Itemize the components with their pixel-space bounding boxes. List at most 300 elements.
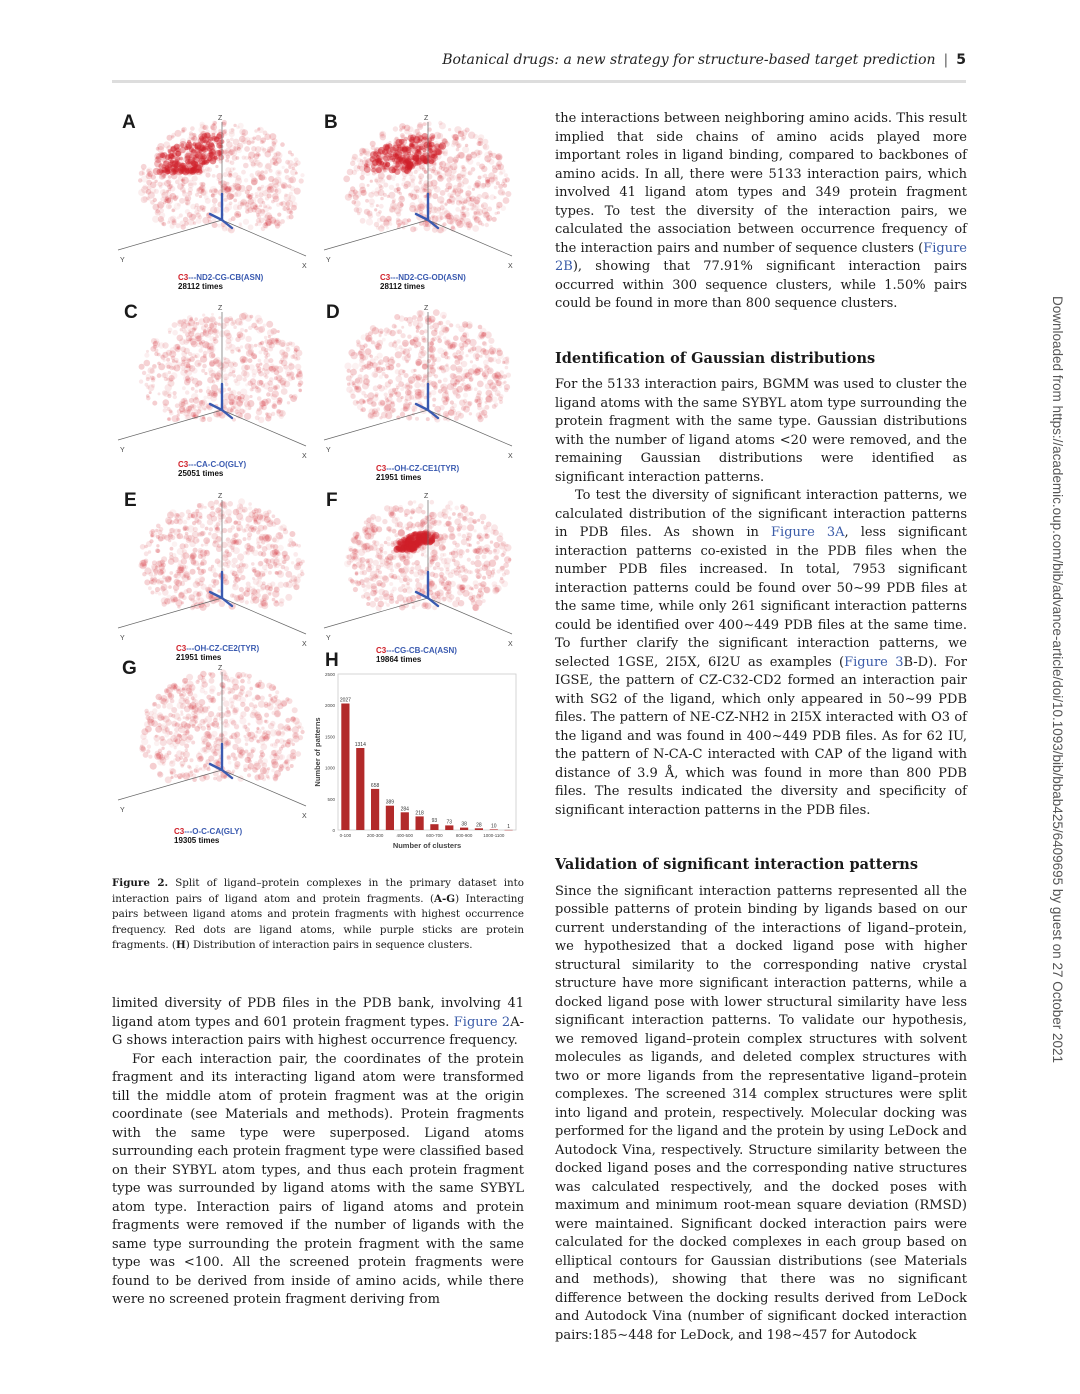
- axis-label: X: [302, 263, 307, 270]
- ligand-atom-dot: [201, 584, 207, 590]
- ligand-atom-dot: [207, 519, 213, 525]
- ligand-atom-dot: [381, 367, 385, 371]
- ligand-atom-dot: [231, 194, 234, 197]
- ligand-atom-dot: [375, 158, 379, 162]
- ligand-atom-dot: [218, 316, 221, 319]
- ligand-atom-dot: [279, 765, 285, 771]
- ligand-atom-dot: [365, 547, 371, 553]
- ligand-atom-dot: [240, 359, 245, 364]
- ligand-atom-dot: [399, 157, 405, 163]
- ligand-atom-dot: [151, 384, 155, 388]
- ligand-atom-dot: [439, 537, 442, 540]
- ligand-atom-dot: [354, 200, 361, 207]
- ligand-atom-dot: [392, 178, 395, 181]
- ligand-atom-dot: [156, 704, 161, 709]
- ligand-atom-dot: [262, 595, 267, 600]
- ligand-atom-dot: [183, 751, 190, 758]
- ligand-atom-dot: [503, 381, 506, 384]
- ligand-atom-dot: [272, 742, 278, 748]
- ligand-atom-dot: [185, 332, 190, 337]
- bar: [445, 825, 453, 830]
- ligand-atom-dot: [168, 175, 172, 179]
- ligand-atom-dot: [434, 328, 437, 331]
- ligand-atom-dot: [495, 212, 498, 215]
- ligand-atom-dot: [173, 557, 179, 563]
- ligand-atom-dot: [453, 335, 459, 341]
- ligand-atom-dot: [442, 208, 448, 214]
- ligand-atom-dot: [187, 218, 194, 225]
- ligand-atom-dot: [484, 155, 491, 162]
- ligand-atom-dot: [448, 128, 451, 131]
- panel-label-c: C: [124, 302, 138, 323]
- ligand-atom-dot: [175, 738, 181, 744]
- ligand-atom-dot: [200, 205, 205, 210]
- figure-caption: [112, 876, 524, 954]
- ligand-atom-dot: [199, 348, 203, 352]
- ligand-atom-dot: [499, 171, 503, 175]
- scatter-cloud-b: [318, 112, 518, 270]
- panel-caption-count: 19305 times: [174, 836, 220, 845]
- ligand-atom-dot: [285, 718, 290, 723]
- ligand-atom-dot: [167, 598, 173, 604]
- ligand-atom-dot: [382, 519, 387, 524]
- ligand-atom-dot: [205, 172, 210, 177]
- ligand-atom-dot: [184, 400, 189, 405]
- ligand-atom-dot: [145, 726, 152, 733]
- ligand-atom-dot: [468, 401, 473, 406]
- bar-value-label: 73: [446, 819, 453, 826]
- ligand-atom-dot: [146, 180, 152, 186]
- ligand-atom-dot: [413, 337, 418, 342]
- ligand-atom-dot: [255, 135, 261, 141]
- ligand-atom-dot: [365, 335, 372, 342]
- ligand-atom-dot: [489, 393, 494, 398]
- ligand-atom-dot: [183, 731, 188, 736]
- ligand-atom-dot: [211, 313, 214, 316]
- ligand-atom-dot: [259, 735, 265, 741]
- ligand-atom-dot: [392, 200, 396, 204]
- ligand-atom-dot: [248, 506, 252, 510]
- ligand-atom-dot: [146, 374, 151, 379]
- ligand-atom-dot: [422, 148, 426, 152]
- ligand-atom-dot: [223, 721, 229, 727]
- ligand-atom-dot: [491, 373, 498, 380]
- ligand-atom-dot: [370, 414, 375, 419]
- ligand-atom-dot: [227, 755, 231, 759]
- ligand-atom-dot: [230, 318, 234, 322]
- ligand-atom-dot: [433, 573, 439, 579]
- ligand-atom-dot: [232, 155, 238, 161]
- ligand-atom-dot: [266, 392, 270, 396]
- ligand-atom-dot: [385, 412, 392, 419]
- ligand-atom-dot: [213, 540, 217, 544]
- ligand-atom-type: C3: [178, 273, 189, 282]
- ligand-atom-dot: [252, 577, 255, 580]
- panel-label-d: D: [326, 302, 340, 323]
- ligand-atom-dot: [504, 173, 508, 177]
- axis-label: Y: [326, 635, 331, 642]
- ligand-atom-dot: [218, 154, 224, 160]
- panel-label-h: H: [325, 650, 339, 671]
- axis-line: [222, 410, 306, 446]
- ligand-atom-dot: [207, 377, 214, 384]
- ligand-atom-dot: [503, 562, 509, 568]
- ligand-atom-dot: [353, 587, 358, 592]
- ligand-atom-dot: [419, 575, 424, 580]
- ligand-atom-dot: [182, 386, 186, 390]
- axis-label: Z: [218, 305, 223, 312]
- bar: [401, 812, 409, 830]
- ligand-atom-dot: [496, 569, 500, 573]
- ligand-atom-dot: [177, 605, 180, 608]
- ligand-atom-dot: [144, 545, 148, 549]
- ligand-atom-dot: [449, 196, 456, 203]
- ligand-atom-dot: [472, 188, 475, 191]
- ligand-atom-dot: [169, 571, 173, 575]
- ligand-atom-dot: [475, 182, 481, 188]
- ligand-atom-dot: [220, 323, 226, 329]
- ligand-atom-dot: [389, 156, 393, 160]
- ligand-atom-dot: [395, 391, 401, 397]
- ligand-atom-dot: [443, 523, 447, 527]
- ligand-atom-dot: [430, 355, 435, 360]
- ligand-atom-dot: [258, 551, 263, 556]
- ligand-atom-dot: [418, 351, 425, 358]
- ligand-atom-dot: [447, 522, 451, 526]
- ligand-atom-dot: [225, 740, 231, 746]
- ligand-atom-dot: [478, 176, 482, 180]
- ligand-atom-dot: [478, 134, 484, 140]
- ligand-atom-dot: [152, 216, 159, 223]
- header-rule: [112, 80, 966, 83]
- ligand-atom-dot: [442, 222, 446, 226]
- ligand-atom-dot: [231, 733, 238, 740]
- text-run: B-D). For IGSE, the pattern of CZ-C32-CD2 formed an interaction pair with SG2 of the ligand, which only appeared in 50∼99 PDB files. The pattern of NE-CZ-NH2 in 2I5X interacted with O3 of the ligand and was found in 400∼449 PDB files. As for 62 IU, the pattern of N-CA-C interacted with CAP of the ligand with distance of 3.9 Å, which was found in more than 800 PDB files. The results indicated the diversity and specificity of significant interaction patterns in the PDB files.: [555, 654, 967, 818]
- ligand-atom-dot: [256, 508, 261, 513]
- ligand-atom-dot: [224, 318, 229, 323]
- ligand-atom-dot: [226, 155, 230, 159]
- ligand-atom-dot: [279, 410, 286, 417]
- ligand-atom-dot: [160, 197, 164, 201]
- ligand-atom-dot: [481, 202, 488, 209]
- ligand-atom-dot: [199, 699, 206, 706]
- bar: [356, 748, 364, 830]
- ligand-atom-dot: [218, 323, 221, 326]
- ligand-atom-dot: [241, 312, 248, 319]
- ligand-atom-type: C3: [176, 644, 187, 653]
- ligand-atom-dot: [274, 366, 279, 371]
- ligand-atom-dot: [155, 735, 158, 738]
- ligand-atom-dot: [248, 358, 253, 363]
- ligand-atom-dot: [267, 510, 272, 515]
- ligand-atom-dot: [150, 763, 157, 770]
- ligand-atom-dot: [416, 325, 421, 330]
- ligand-atom-dot: [421, 553, 424, 556]
- ligand-atom-dot: [453, 189, 456, 192]
- ligand-atom-dot: [176, 597, 180, 601]
- ligand-atom-dot: [351, 537, 356, 542]
- ligand-atom-dot: [439, 122, 446, 129]
- ligand-atom-dot: [248, 723, 251, 726]
- ligand-atom-dot: [369, 198, 375, 204]
- ligand-atom-dot: [239, 397, 245, 403]
- ligand-atom-dot: [200, 332, 205, 337]
- ligand-atom-dot: [474, 560, 481, 567]
- ligand-atom-dot: [229, 718, 235, 724]
- ligand-atom-dot: [246, 732, 251, 737]
- ligand-atom-dot: [251, 178, 258, 185]
- ligand-atom-dot: [414, 560, 420, 566]
- ligand-atom-dot: [148, 198, 151, 201]
- ligand-atom-dot: [477, 405, 482, 410]
- ligand-atom-dot: [475, 555, 480, 560]
- ligand-atom-dot: [139, 364, 145, 370]
- ligand-atom-dot: [223, 172, 228, 177]
- ligand-atom-dot: [451, 175, 455, 179]
- ligand-atom-dot: [394, 325, 397, 328]
- ligand-atom-dot: [393, 160, 397, 164]
- ligand-atom-dot: [257, 198, 263, 204]
- ligand-atom-dot: [403, 184, 408, 189]
- ligand-atom-dot: [348, 349, 355, 356]
- ligand-atom-dot: [240, 517, 244, 521]
- ligand-atom-dot: [440, 384, 444, 388]
- ligand-atom-dot: [162, 189, 165, 192]
- ligand-atom-dot: [195, 203, 199, 207]
- ligand-atom-dot: [190, 758, 194, 762]
- ligand-atom-dot: [272, 143, 276, 147]
- ligand-atom-dot: [432, 533, 437, 538]
- ligand-atom-dot: [246, 582, 251, 587]
- ligand-atom-dot: [252, 373, 256, 377]
- panel-caption-count: 28112 times: [178, 282, 223, 291]
- panel-label-a: A: [122, 112, 136, 133]
- ligand-atom-dot: [465, 144, 468, 147]
- ligand-atom-dot: [383, 161, 388, 166]
- ligand-atom-dot: [461, 201, 464, 204]
- protein-fragment-type: ---O-C-CA(GLY): [184, 827, 243, 836]
- ligand-atom-dot: [384, 601, 387, 604]
- ligand-atom-dot: [245, 743, 248, 746]
- ligand-atom-dot: [437, 321, 441, 325]
- ligand-atom-dot: [186, 144, 192, 150]
- figure-3a-link[interactable]: Figure 3A: [771, 525, 845, 540]
- ligand-atom-dot: [240, 328, 244, 332]
- ligand-atom-dot: [383, 193, 387, 197]
- ligand-atom-dot: [255, 694, 261, 700]
- ligand-atom-dot: [259, 342, 262, 345]
- ligand-atom-dot: [198, 548, 203, 553]
- ligand-atom-dot: [160, 739, 167, 746]
- ligand-atom-dot: [468, 348, 474, 354]
- ligand-atom-dot: [276, 532, 283, 539]
- axis-line: [118, 220, 222, 250]
- ligand-atom-dot: [401, 326, 404, 329]
- ligand-atom-dot: [415, 578, 420, 583]
- ligand-atom-dot: [268, 571, 272, 575]
- ligand-atom-dot: [352, 564, 358, 570]
- ligand-atom-dot: [461, 361, 467, 367]
- ligand-atom-dot: [448, 500, 453, 505]
- ligand-atom-dot: [144, 579, 150, 585]
- ligand-atom-dot: [450, 373, 456, 379]
- ligand-atom-dot: [445, 169, 452, 176]
- ligand-atom-dot: [207, 767, 211, 771]
- ligand-atom-dot: [159, 212, 165, 218]
- ligand-atom-dot: [228, 761, 232, 765]
- ligand-atom-dot: [152, 703, 156, 707]
- ligand-atom-dot: [234, 761, 240, 767]
- ligand-atom-dot: [182, 549, 187, 554]
- figure-2-link[interactable]: Figure 2: [453, 1014, 511, 1030]
- ligand-atom-dot: [217, 508, 221, 512]
- ligand-atom-dot: [148, 586, 152, 590]
- ligand-atom-dot: [179, 157, 183, 161]
- ligand-atom-dot: [206, 159, 210, 163]
- bar: [416, 816, 424, 830]
- ligand-atom-dot: [139, 171, 144, 176]
- ligand-atom-dot: [166, 703, 173, 710]
- ligand-atom-dot: [364, 166, 371, 173]
- text-run: ), showing that 77.91% significant interaction pairs occurred within 300 sequence clusters, while 1.50% pairs could be found in more than 800 sequence clusters.: [555, 259, 967, 311]
- ligand-atom-dot: [272, 598, 276, 602]
- figure-caption-label: Figure 2.: [112, 877, 169, 889]
- ligand-atom-dot: [288, 150, 292, 154]
- ligand-atom-dot: [391, 541, 395, 545]
- ligand-atom-dot: [179, 756, 183, 760]
- ligand-atom-dot: [163, 715, 167, 719]
- bar: [460, 828, 468, 830]
- ligand-atom-dot: [211, 533, 218, 540]
- ligand-atom-dot: [483, 144, 488, 149]
- ligand-atom-dot: [374, 597, 379, 602]
- ligand-atom-dot: [405, 383, 410, 388]
- ligand-atom-dot: [196, 582, 200, 586]
- ligand-atom-dot: [275, 218, 280, 223]
- ligand-atom-dot: [199, 767, 202, 770]
- ligand-atom-dot: [156, 524, 161, 529]
- ligand-atom-dot: [158, 592, 162, 596]
- ligand-atom-dot: [172, 541, 178, 547]
- ligand-atom-dot: [256, 542, 259, 545]
- ligand-atom-dot: [254, 734, 258, 738]
- ligand-atom-dot: [263, 535, 270, 542]
- ligand-atom-dot: [456, 566, 460, 570]
- ligand-atom-dot: [291, 561, 294, 564]
- ligand-atom-dot: [157, 182, 162, 187]
- ligand-atom-dot: [233, 579, 238, 584]
- ligand-atom-dot: [400, 203, 404, 207]
- ligand-atom-dot: [454, 126, 461, 133]
- ligand-atom-dot: [378, 210, 382, 214]
- ligand-atom-dot: [167, 417, 171, 421]
- x-tick-label: 600-700: [426, 833, 443, 838]
- ligand-atom-dot: [470, 360, 473, 363]
- ligand-atom-dot: [274, 376, 278, 380]
- ligand-atom-dot: [166, 179, 171, 184]
- ligand-atom-dot: [233, 757, 238, 762]
- ligand-atom-dot: [465, 193, 470, 198]
- ligand-atom-dot: [505, 356, 509, 360]
- ligand-atom-dot: [272, 403, 276, 407]
- ligand-atom-dot: [260, 401, 266, 407]
- ligand-atom-dot: [438, 380, 442, 384]
- ligand-atom-dot: [414, 382, 420, 388]
- ligand-atom-dot: [254, 711, 261, 718]
- ligand-atom-dot: [225, 383, 229, 387]
- ligand-atom-dot: [467, 185, 471, 189]
- ligand-atom-dot: [359, 570, 364, 575]
- ligand-atom-dot: [423, 338, 429, 344]
- ligand-atom-dot: [461, 212, 464, 215]
- ligand-atom-dot: [453, 215, 460, 222]
- ligand-atom-dot: [465, 128, 470, 133]
- ligand-atom-dot: [260, 752, 265, 757]
- ligand-atom-dot: [259, 350, 263, 354]
- ligand-atom-dot: [356, 343, 360, 347]
- ligand-atom-dot: [150, 533, 154, 537]
- ligand-atom-dot: [203, 351, 208, 356]
- ligand-atom-dot: [151, 719, 154, 722]
- ligand-atom-dot: [278, 545, 284, 551]
- ligand-atom-dot: [398, 586, 404, 592]
- ligand-atom-dot: [244, 543, 251, 550]
- ligand-atom-dot: [496, 206, 500, 210]
- ligand-atom-dot: [286, 216, 290, 220]
- ligand-atom-dot: [187, 191, 192, 196]
- figure-3-link[interactable]: Figure 3: [844, 654, 904, 670]
- ligand-atom-dot: [461, 406, 466, 411]
- ligand-atom-dot: [372, 395, 379, 402]
- ligand-atom-dot: [424, 329, 428, 333]
- ligand-atom-dot: [388, 219, 392, 223]
- ligand-atom-dot: [171, 775, 175, 779]
- axis-label: Y: [120, 635, 125, 642]
- paragraph: [555, 487, 967, 820]
- ligand-atom-dot: [256, 213, 260, 217]
- ligand-atom-dot: [224, 710, 231, 717]
- ligand-atom-dot: [182, 127, 187, 132]
- ligand-atom-dot: [468, 368, 475, 375]
- ligand-atom-dot: [199, 400, 205, 406]
- x-tick-label: 0-100: [339, 833, 352, 838]
- ligand-atom-dot: [261, 727, 264, 730]
- ligand-atom-dot: [240, 689, 243, 692]
- ligand-atom-dot: [268, 723, 274, 729]
- ligand-atom-dot: [203, 721, 206, 724]
- ligand-atom-dot: [416, 359, 422, 365]
- ligand-atom-dot: [360, 409, 363, 412]
- ligand-atom-dot: [475, 358, 479, 362]
- ligand-atom-dot: [370, 325, 376, 331]
- x-tick-label: 1000-1100: [483, 833, 505, 838]
- ligand-atom-dot: [455, 543, 460, 548]
- ligand-atom-dot: [392, 574, 397, 579]
- ligand-atom-dot: [223, 551, 230, 558]
- ligand-atom-dot: [194, 409, 197, 412]
- ligand-atom-dot: [238, 498, 245, 505]
- ligand-atom-dot: [173, 391, 177, 395]
- ligand-atom-dot: [297, 371, 303, 377]
- ligand-atom-dot: [246, 588, 250, 592]
- figure-2b-link[interactable]: Figure 2B: [555, 240, 967, 274]
- ligand-atom-dot: [279, 754, 285, 760]
- ligand-atom-dot: [408, 219, 411, 222]
- ligand-atom-dot: [427, 174, 433, 180]
- ligand-atom-dot: [185, 390, 189, 394]
- ligand-atom-dot: [355, 572, 358, 575]
- ligand-atom-dot: [476, 594, 481, 599]
